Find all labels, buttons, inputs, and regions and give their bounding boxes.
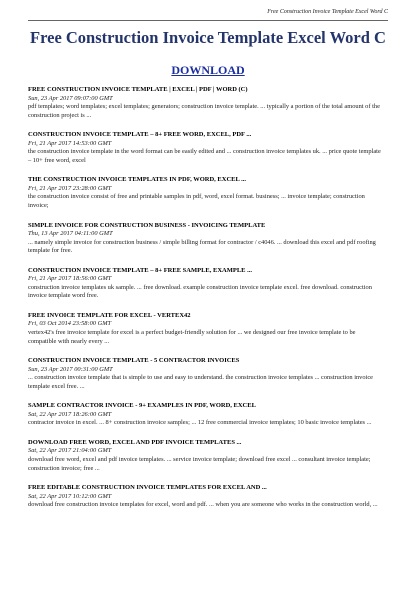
result-title[interactable]: SIMPLE INVOICE FOR CONSTRUCTION BUSINESS - INVOICING TEMPLATE bbox=[28, 221, 266, 229]
result-date: Sat, 22 Apr 2017 18:26:00 GMT bbox=[28, 410, 112, 418]
result-title[interactable]: CONSTRUCTION INVOICE TEMPLATE – 8+ FREE WORD, EXCEL, PDF ... bbox=[28, 131, 252, 139]
result-item bbox=[28, 176, 384, 210]
result-snippet: ... construction invoice template that is simple to use and easy to understand. the construction invoice templates ... construction invoice template excel free. ... bbox=[28, 374, 374, 390]
result-snippet: contractor invoice in excel. ... 8+ construction invoice samples; ... 12 free commercial invoice templates; 10 basic invoice templates ... bbox=[28, 419, 372, 427]
page-title: Free Construction Invoice Template Excel Word C bbox=[30, 28, 386, 47]
result-date: Sun, 23 Apr 2017 09:07:00 GMT bbox=[28, 94, 113, 102]
result-snippet: the construction invoice template in the word format can be easily edited and ... construction invoice templates uk. ... price quote template – 10+ free word, excel bbox=[28, 148, 381, 164]
result-date: Thu, 13 Apr 2017 04:11:00 GMT bbox=[28, 230, 113, 238]
result-title[interactable]: SAMPLE CONTRACTOR INVOICE - 9+ EXAMPLES IN PDF, WORD, EXCEL bbox=[28, 402, 256, 410]
result-date: Fri, 03 Oct 2014 23:58:00 GMT bbox=[28, 320, 112, 328]
result-title[interactable]: CONSTRUCTION INVOICE TEMPLATE - 5 CONTRACTOR INVOICES bbox=[28, 357, 240, 365]
result-snippet: pdf templates; word templates; excel templates; generators; construction invoice template. ... typically a portion of the total amount of the construction project is ... bbox=[28, 103, 380, 119]
result-item bbox=[28, 86, 384, 120]
result-title[interactable]: FREE INVOICE TEMPLATE FOR EXCEL - VERTEX42 bbox=[28, 311, 191, 319]
result-snippet: download free word, excel and pdf invoice templates. ... service invoice template; download free excel ... consultant invoice template; construction invoice; free ... bbox=[28, 455, 371, 472]
result-item bbox=[28, 312, 384, 346]
result-item bbox=[28, 131, 384, 165]
result-date: Sat, 22 Apr 2017 21:04:00 GMT bbox=[28, 447, 112, 455]
result-date: Fri, 21 Apr 2017 18:56:00 GMT bbox=[28, 275, 112, 283]
result-title[interactable]: THE CONSTRUCTION INVOICE TEMPLATES IN PDF, WORD, EXCEL ... bbox=[28, 176, 246, 184]
result-title[interactable]: FREE EDITABLE CONSTRUCTION INVOICE TEMPLATES FOR EXCEL AND ... bbox=[28, 484, 267, 492]
result-title[interactable]: CONSTRUCTION INVOICE TEMPLATE – 8+ FREE SAMPLE, EXAMPLE ... bbox=[28, 266, 252, 274]
download-link[interactable]: DOWNLOAD bbox=[171, 63, 245, 77]
result-item bbox=[28, 439, 384, 473]
running-header: Free Construction Invoice Template Excel Word C bbox=[267, 9, 388, 15]
result-date: Fri, 21 Apr 2017 14:53:00 GMT bbox=[28, 139, 112, 147]
result-item bbox=[28, 357, 384, 391]
result-item bbox=[28, 484, 384, 510]
result-item bbox=[28, 402, 384, 428]
results-list bbox=[28, 86, 384, 521]
result-date: Sun, 23 Apr 2017 00:31:00 GMT bbox=[28, 365, 113, 373]
result-date: Sat, 22 Apr 2017 10:12:00 GMT bbox=[28, 492, 112, 500]
result-item bbox=[28, 267, 384, 301]
result-title[interactable]: FREE CONSTRUCTION INVOICE TEMPLATE | EXCEL | PDF | WORD (C) bbox=[28, 86, 248, 93]
result-snippet: the construction invoice consist of free and printable samples in pdf, word, excel format. business; ... invoice template; construction invoice; bbox=[28, 193, 365, 209]
result-item bbox=[28, 222, 384, 256]
result-snippet: ... namely simple invoice for construction business / simple billing format for contractor / c4046. ... download this excel and pdf roofing template for free. bbox=[28, 238, 376, 255]
header-rule bbox=[28, 20, 388, 21]
result-snippet: vertex42's free invoice template for excel is a perfect budget-friendly solution for ... we designed our free invoice template to be compatible with nearly every ... bbox=[28, 328, 356, 345]
result-title[interactable]: DOWNLOAD FREE WORD, EXCEL AND PDF INVOICE TEMPLATES ... bbox=[28, 438, 242, 446]
result-date: Fri, 21 Apr 2017 23:28:00 GMT bbox=[28, 184, 112, 192]
result-snippet: construction invoice templates uk sample. ... free download. example construction invoice template excel. free download. construction invoice template word free. bbox=[28, 283, 372, 300]
result-snippet: download free construction invoice templates for excel, word and pdf. ... when you are someone who works in the construction world, ... bbox=[28, 501, 378, 509]
